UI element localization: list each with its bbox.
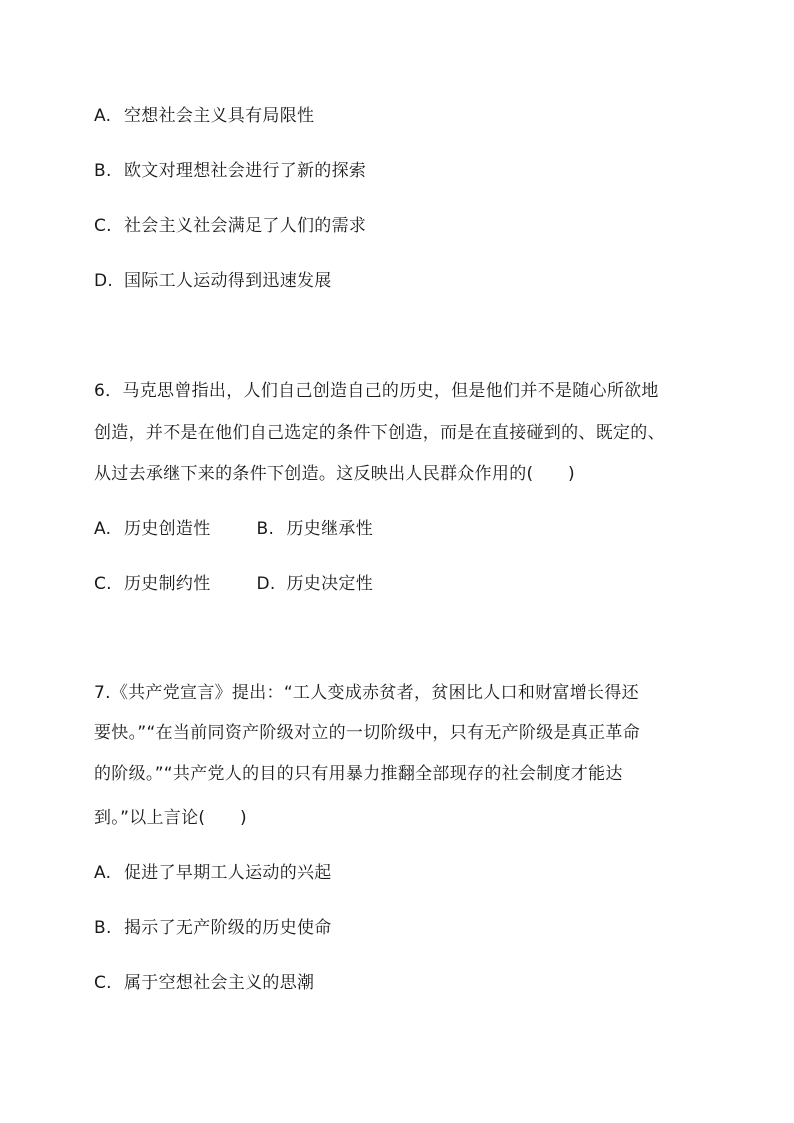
option-letter: C. bbox=[94, 216, 112, 236]
option-text: 历史制约性 bbox=[124, 574, 211, 594]
option-text: 属于空想社会主义的思潮 bbox=[124, 973, 315, 993]
option-letter: C. bbox=[94, 973, 112, 993]
option-text: 历史决定性 bbox=[286, 574, 373, 594]
option-letter: A. bbox=[94, 863, 112, 883]
option-letter: D. bbox=[94, 271, 114, 291]
option-letter: C. bbox=[94, 574, 112, 594]
option-text: 揭示了无产阶级的历史使命 bbox=[124, 918, 332, 938]
q6-stem-line-3: 从过去承继下来的条件下创造。这反映出人民群众作用的( ) bbox=[94, 464, 575, 484]
q7-stem-line-3: 的阶级。”“共产党人的目的只有用暴力推翻全部现存的社会制度才能达 bbox=[94, 764, 623, 784]
option-text: 空想社会主义具有局限性 bbox=[124, 106, 315, 126]
q6-stem-line-2: 创造，并不是在他们自己选定的条件下创造，而是在直接碰到的、既定的、 bbox=[94, 423, 665, 443]
option-text: 欧文对理想社会进行了新的探索 bbox=[124, 161, 367, 181]
q5-option-a bbox=[94, 105, 314, 127]
option-text: 历史继承性 bbox=[286, 519, 373, 539]
q5-option-d bbox=[94, 270, 332, 292]
option-letter: B. bbox=[256, 519, 275, 539]
option-text: 社会主义社会满足了人们的需求 bbox=[124, 216, 367, 236]
option-letter: B. bbox=[94, 161, 112, 181]
option-letter: A. bbox=[94, 106, 112, 126]
option-text: 国际工人运动得到迅速发展 bbox=[124, 271, 332, 291]
option-letter: D. bbox=[256, 574, 276, 594]
q5-option-c bbox=[94, 215, 366, 237]
q7-option-a bbox=[94, 862, 332, 884]
q7-option-b bbox=[94, 917, 332, 939]
q6-stem-line-1: 6．马克思曾指出，人们自己创造自己的历史，但是他们并不是随心所欲地 bbox=[94, 381, 659, 401]
q7-stem-line-2: 要快。”“在当前同资产阶级对立的一切阶级中，只有无产阶级是真正革命 bbox=[94, 723, 641, 743]
option-letter: A. bbox=[94, 519, 112, 539]
q6-options-row-1 bbox=[94, 518, 373, 540]
option-text: 促进了早期工人运动的兴起 bbox=[124, 863, 332, 883]
q7-stem-line-4: 到。”以上言论( ) bbox=[94, 808, 247, 828]
q5-option-b bbox=[94, 160, 366, 182]
q7-option-c bbox=[94, 972, 314, 994]
option-letter: B. bbox=[94, 918, 112, 938]
option-text: 历史创造性 bbox=[124, 519, 211, 539]
q6-options-row-2 bbox=[94, 573, 373, 595]
q7-stem-line-1: 7.《共产党宣言》提出：“工人变成赤贫者，贫困比人口和财富增长得还 bbox=[94, 683, 639, 703]
